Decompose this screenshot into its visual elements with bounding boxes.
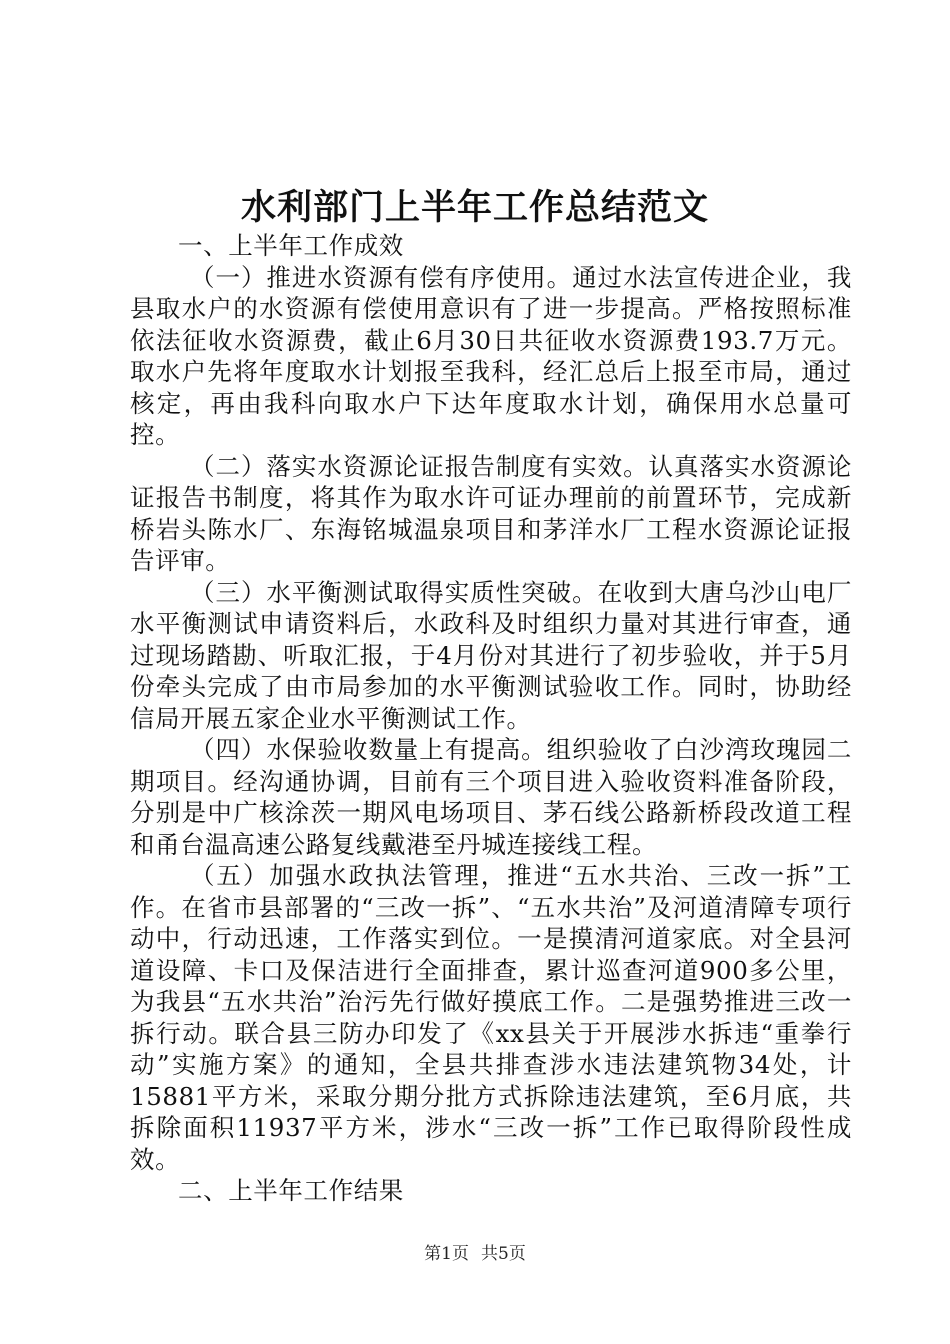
section-heading: 一、上半年工作成效 bbox=[178, 231, 404, 260]
paragraph: （四）水保验收数量上有提高。组织验收了白沙湾玫瑰园二期项目。经沟通协调，目前有三个项目进入验收资料准备阶段，分别是中广核涂茨一期风电场项目、茅石线公路新桥段改道工程和甬台温高速公路复线戴港至丹城连接线工程。 bbox=[130, 735, 852, 859]
document-body bbox=[130, 230, 852, 1207]
page-footer bbox=[0, 1242, 950, 1266]
paragraph: （五）加强水政执法管理，推进“五水共治、三改一拆”工作。在省市县部署的“三改一拆”、“五水共治”及河道清障专项行动中，行动迅速，工作落实到位。一是摸清河道家底。对全县河道设障、卡口及保洁进行全面排查，累计巡查河道900多公里，为我县“五水共治”治污先行做好摸底工作。二是强势推进三改一拆行动。联合县三防办印发了《xx县关于开展涉水拆违“重拳行动”实施方案》的通知，全县共排查涉水违法建筑物34处，计15881平方米，采取分期分批方式拆除违法建筑，至6月底，共拆除面积11937平方米，涉水“三改一拆”工作已取得阶段性成效。 bbox=[130, 861, 852, 1174]
paragraph: （二）落实水资源论证报告制度有实效。认真落实水资源论证报告书制度，将其作为取水许可证办理前的前置环节，完成新桥岩头陈水厂、东海铭城温泉项目和茅洋水厂工程水资源论证报告评审。 bbox=[130, 451, 852, 575]
paragraph: （一）推进水资源有偿有序使用。通过水法宣传进企业，我县取水户的水资源有偿使用意识有了进一步提高。严格按照标准依法征收水资源费，截止6月30日共征收水资源费193.7万元。取水户先将年度取水计划报至我科，经汇总后上报至市局，通过核定，再由我科向取水户下达年度取水计划，确保用水总量可控。 bbox=[130, 262, 852, 449]
page-total: 共5页 bbox=[481, 1244, 526, 1264]
section-heading: 二、上半年工作结果 bbox=[178, 1176, 404, 1205]
paragraph: （三）水平衡测试取得实质性突破。在收到大唐乌沙山电厂水平衡测试申请资料后，水政科及时组织力量对其进行审查，通过现场踏勘、听取汇报，于4月份对其进行了初步验收，并于5月份牵头完成了由市局参加的水平衡测试验收工作。同时，协助经信局开展五家企业水平衡测试工作。 bbox=[130, 577, 852, 733]
document-title: 水利部门上半年工作总结范文 bbox=[240, 187, 709, 228]
page-number: 第1页 bbox=[424, 1244, 469, 1264]
